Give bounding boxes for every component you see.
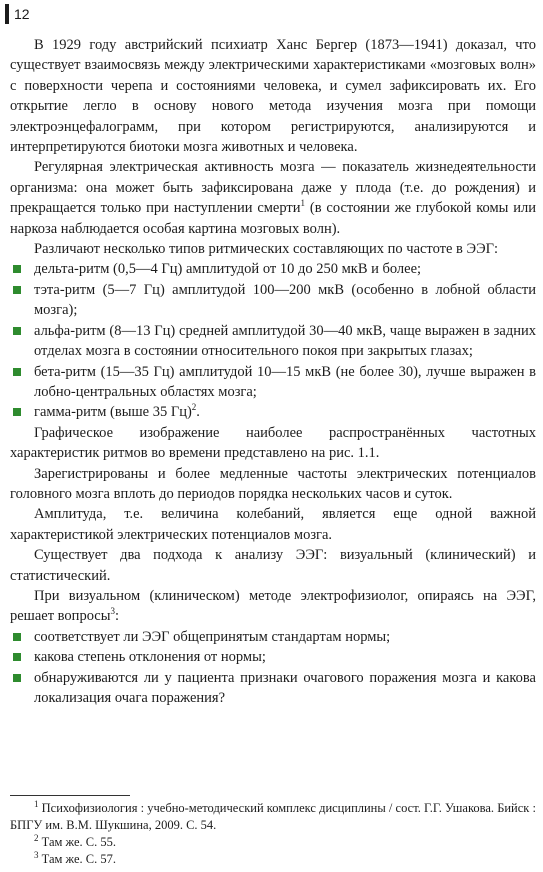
paragraph-regular-activity bbox=[10, 157, 536, 239]
paragraph-berger: В 1929 году австрийский психиатр Ханс Бергер (1873—1941) доказал, что существует взаимосвязь между электрическими характеристиками «мозговых волн» с поверхности черепа и состояниями человека, и сумел зафиксировать их. Его открытие легло в основу нового метода изучения мозга при помощи электроэнцефалограмм, при котором регистрируются, анализируются и интерпретируются биотоки мозга животных и человека. bbox=[10, 37, 536, 156]
paragraph-graphic: Графическое изображение наиболее распространённых частотных характеристик ритмов во времени представлено на рис. 1.1. bbox=[10, 424, 536, 462]
list-item-alpha bbox=[10, 321, 536, 362]
list-item-delta bbox=[10, 259, 536, 279]
list-item-question-lesion bbox=[10, 668, 536, 709]
paragraph-text: При визуальном (клиническом) методе электрофизиолог, опираясь на ЭЭГ, решает вопросы bbox=[10, 587, 536, 625]
paragraph-rhythm-types: Различают несколько типов ритмических составляющих по частоте в ЭЭГ: bbox=[34, 241, 499, 258]
list-item-theta bbox=[10, 280, 536, 321]
footnote-number: 2 bbox=[34, 832, 39, 843]
footnotes bbox=[10, 800, 536, 868]
bullet-square-icon bbox=[13, 653, 21, 661]
bullet-square-icon bbox=[13, 408, 21, 416]
footnote-text: Психофизиология : учебно-методический комплекс дисциплины / сост. Г.Г. Ушакова. Бийск : БПГУ им. В.М. Шукшина, 2009. С. 54. bbox=[10, 801, 536, 832]
list-item-gamma bbox=[10, 402, 536, 422]
paragraph-text: (в состоянии же глубокой комы или наркоза наблюдается особая картина мозговых волн). bbox=[10, 200, 536, 237]
paragraph-amplitude: Амплитуда, т.е. величина колебаний, является еще одной важной характеристикой электрических потенциалов мозга. bbox=[10, 506, 536, 543]
list-item-text: какова степень отклонения от нормы; bbox=[34, 649, 266, 666]
page-header bbox=[5, 3, 30, 25]
footnote-ref-1: 1 bbox=[300, 198, 306, 209]
footnote-ref-3: 3 bbox=[110, 606, 115, 617]
footnote-2 bbox=[10, 834, 536, 851]
question-list bbox=[10, 627, 536, 709]
bullet-square-icon bbox=[13, 633, 21, 641]
list-item-question-deviation bbox=[10, 647, 536, 667]
paragraph-text: Регулярная электрическая активность мозга — показатель жизнедеятельности организма: она может быть зафиксирована даже у плода (т.е. до рождения) и прекращается только при наступлении смерти bbox=[10, 159, 536, 217]
list-item-text: . bbox=[196, 404, 200, 421]
footnote-1 bbox=[10, 800, 536, 834]
bullet-square-icon bbox=[13, 286, 21, 294]
list-item-text: гамма-ритм (выше 35 Гц) bbox=[34, 404, 192, 421]
list-item-text: бета-ритм (15—35 Гц) амплитудой 10—15 мкВ (не более 30), лучше выражен в лобно-центральных областях мозга; bbox=[34, 363, 536, 400]
list-item-text: тэта-ритм (5—7 Гц) амплитудой 100—200 мкВ (особенно в лобной области мозга); bbox=[34, 281, 536, 319]
footnote-text: Там же. С. 55. bbox=[38, 835, 117, 849]
bullet-square-icon bbox=[13, 265, 21, 273]
header-bar bbox=[5, 4, 9, 24]
footnote-divider bbox=[10, 795, 130, 796]
bullet-square-icon bbox=[13, 368, 21, 376]
page-number: 12 bbox=[14, 6, 30, 22]
footnote-number: 3 bbox=[34, 849, 39, 860]
paragraph-approaches: Существует два подхода к анализу ЭЭГ: визуальный (клинический) и статистический. bbox=[10, 547, 536, 584]
paragraph-visual-method bbox=[10, 586, 536, 627]
list-item-text: дельта-ритм (0,5—4 Гц) амплитудой от 10 до 250 мкВ и более; bbox=[34, 261, 422, 278]
footnote-ref-2: 2 bbox=[191, 402, 197, 413]
footnote-3 bbox=[10, 851, 536, 868]
paragraph-text: : bbox=[114, 608, 120, 625]
list-item-text: обнаруживаются ли у пациента признаки очагового поражения мозга и какова локализация очага поражения? bbox=[34, 669, 536, 706]
bullet-square-icon bbox=[13, 674, 21, 682]
bullet-square-icon bbox=[13, 327, 21, 335]
body-text bbox=[10, 35, 536, 708]
paragraph-slow-frequencies: Зарегистрированы и более медленные частоты электрических потенциалов головного мозга вплоть до периодов порядка нескольких часов и суток. bbox=[10, 465, 536, 502]
footnote-number: 1 bbox=[34, 798, 39, 809]
list-item-question-norm bbox=[10, 627, 536, 647]
footnote-text: Там же. С. 57. bbox=[38, 852, 117, 866]
list-item-beta bbox=[10, 362, 536, 403]
list-item-text: альфа-ритм (8—13 Гц) средней амплитудой 30—40 мкВ, чаще выражен в задних отделах мозга в состоянии относительного покоя при закрытых глазах; bbox=[34, 322, 536, 360]
rhythm-list bbox=[10, 259, 536, 422]
list-item-text: соответствует ли ЭЭГ общепринятым стандартам нормы; bbox=[34, 628, 391, 645]
